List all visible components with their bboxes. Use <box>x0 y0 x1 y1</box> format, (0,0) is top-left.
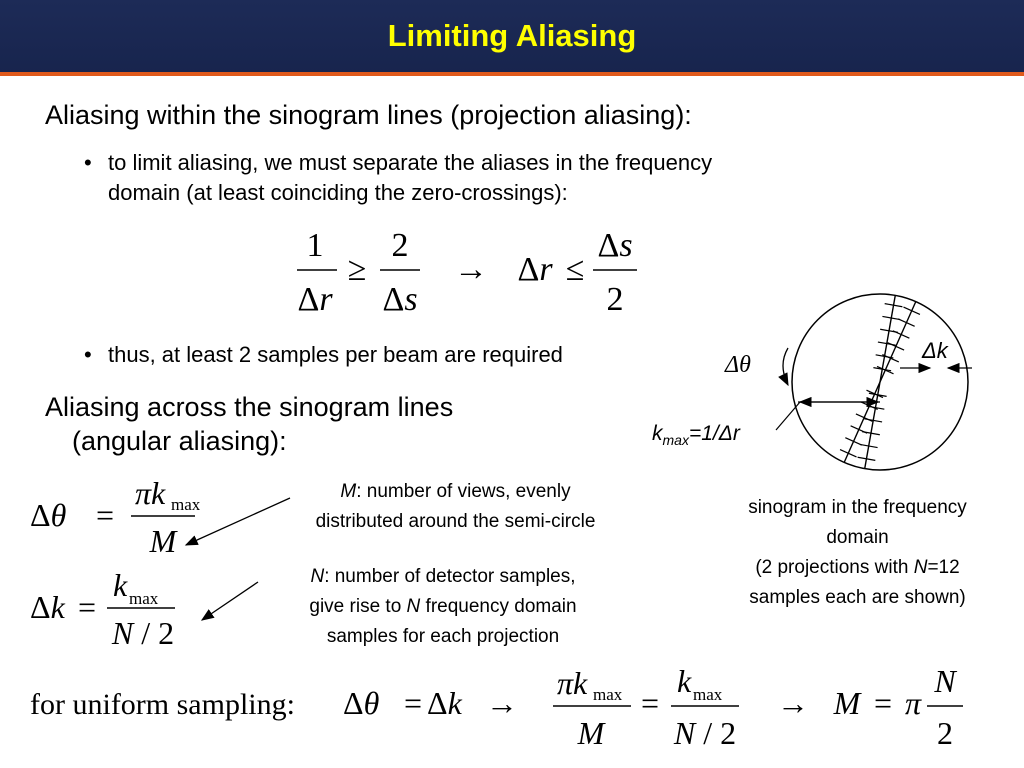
dtheta-label: Δθ <box>725 352 751 378</box>
svg-text:N / 2: N / 2 <box>111 615 175 651</box>
dk-label: Δk <box>922 338 948 363</box>
svg-text:N: N <box>934 663 956 699</box>
heading-angular-aliasing-line1: Aliasing across the sinogram lines <box>45 392 454 422</box>
n-line2-pre: give rise to <box>309 596 407 617</box>
caption-line1: sinogram in the frequency <box>748 497 967 518</box>
svg-text:=: = <box>403 685 423 721</box>
equation-uniform-sampling <box>335 660 975 760</box>
svg-text:→: → <box>486 685 518 721</box>
n-description <box>248 562 638 652</box>
heading-projection-aliasing: Aliasing within the sinogram lines (projection aliasing): <box>45 100 692 130</box>
m-description <box>258 477 653 537</box>
svg-text:max: max <box>129 589 159 608</box>
svg-text:M: M <box>577 715 605 751</box>
svg-text:≥: ≥ <box>347 251 367 288</box>
svg-text:1: 1 <box>306 227 324 264</box>
svg-text:2: 2 <box>391 227 409 264</box>
svg-text:Δs: Δs <box>597 227 633 264</box>
bullet-marker-1: • <box>84 150 92 175</box>
svg-text:Δs: Δs <box>382 281 418 318</box>
kmax-leader <box>776 402 800 430</box>
svg-text:=: = <box>873 685 893 721</box>
caption-line4: samples each are shown) <box>749 587 966 608</box>
svg-text:2: 2 <box>937 715 953 751</box>
svg-text:Δk: Δk <box>427 685 462 721</box>
bullet-marker-2: • <box>84 342 92 367</box>
svg-text:M: M <box>149 523 177 559</box>
n-symbol-2: N <box>406 596 421 617</box>
svg-text:πk: πk <box>135 478 166 511</box>
caption-n: N <box>913 557 928 578</box>
sample-tick <box>898 319 914 326</box>
svg-text:max: max <box>693 685 723 704</box>
m-line2: distributed around the semi-circle <box>315 511 596 532</box>
n-line1: : number of detector samples, <box>324 566 576 587</box>
uniform-sampling-label: for uniform sampling: <box>30 688 295 721</box>
kmax-sub: max <box>662 432 689 449</box>
bullet1-line1: to limit aliasing, we must separate the aliases in the frequency <box>108 150 713 175</box>
svg-text:k: k <box>113 568 128 603</box>
caption-line3-post: =12 <box>927 557 960 578</box>
diagram-caption <box>700 493 1015 613</box>
svg-text:→: → <box>777 685 809 721</box>
heading-angular-aliasing-line2: (angular aliasing): <box>72 426 287 456</box>
svg-text:Δr: Δr <box>297 281 333 318</box>
svg-text:=: = <box>77 589 97 625</box>
svg-text:max: max <box>171 495 200 514</box>
kmax-k: k <box>652 422 663 445</box>
bullet2-text: thus, at least 2 samples per beam are required <box>108 342 563 367</box>
svg-text:M: M <box>833 685 861 721</box>
svg-text:N / 2: N / 2 <box>673 715 737 751</box>
sample-tick <box>840 450 856 457</box>
projection-line <box>865 295 896 468</box>
caption-line3-pre: (2 projections with <box>755 557 914 578</box>
sample-tick <box>904 307 920 314</box>
svg-text:Δr: Δr <box>517 251 553 288</box>
svg-text:Δθ: Δθ <box>30 497 67 533</box>
svg-text:→: → <box>454 251 488 288</box>
dtheta-arrow <box>783 348 788 385</box>
svg-text:π: π <box>904 685 922 721</box>
n-line2-rest: frequency domain <box>420 596 577 617</box>
kmax-eq: =1/Δr <box>688 422 740 445</box>
n-line3: samples for each projection <box>326 626 560 647</box>
bullet1-line2: domain (at least coinciding the zero-crossings): <box>108 180 568 205</box>
m-symbol: M <box>340 481 357 502</box>
frequency-domain-diagram <box>760 290 990 490</box>
slide-title: Limiting Aliasing <box>387 18 637 53</box>
svg-text:Δk: Δk <box>30 589 65 625</box>
n-symbol: N <box>310 566 325 587</box>
caption-line2: domain <box>826 527 889 548</box>
svg-text:≤: ≤ <box>565 251 585 288</box>
m-line1: : number of views, evenly <box>356 481 571 502</box>
svg-text:k: k <box>677 663 692 699</box>
sample-tick <box>845 438 861 445</box>
svg-text:Δθ: Δθ <box>343 685 380 721</box>
svg-text:max: max <box>593 685 623 704</box>
svg-text:πk: πk <box>557 665 588 701</box>
svg-text:=: = <box>640 685 660 721</box>
kmax-label <box>652 422 740 448</box>
svg-text:=: = <box>95 497 115 533</box>
svg-text:2: 2 <box>606 281 624 318</box>
